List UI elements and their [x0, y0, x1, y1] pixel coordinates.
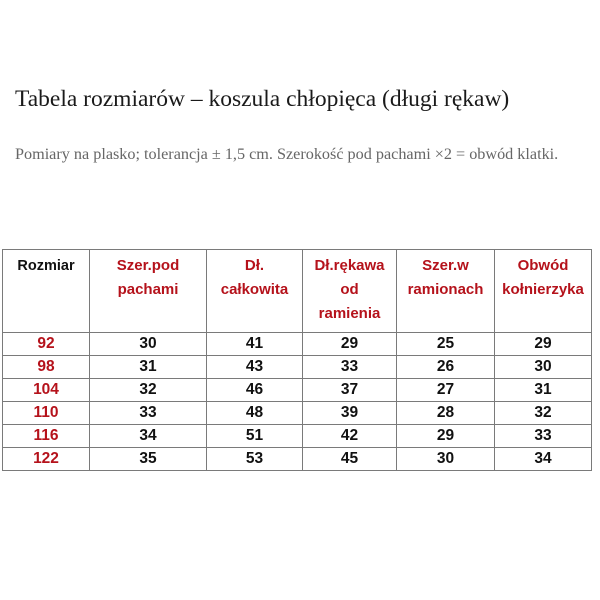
sleeve-length-cell: 42 [303, 425, 397, 448]
header-sleeve-length [303, 250, 397, 333]
total-length-cell: 48 [207, 402, 303, 425]
size-cell: 116 [3, 425, 90, 448]
shoulder-width-cell: 28 [397, 402, 495, 425]
total-length-cell: 51 [207, 425, 303, 448]
table-row [3, 425, 592, 448]
page-title: Tabela rozmiarów – koszula chłopięca (długi rękaw) [15, 86, 510, 112]
header-line: Obwód [517, 257, 569, 274]
header-shoulder-width [397, 250, 495, 333]
header-line: pachami [117, 281, 179, 298]
sleeve-length-cell: 33 [303, 356, 397, 379]
total-length-cell: 41 [207, 333, 303, 356]
header-chest-width [90, 250, 207, 333]
header-line: Szer.pod [116, 257, 180, 274]
header-line: Rozmiar [17, 258, 75, 274]
chest-width-cell: 34 [90, 425, 207, 448]
header-line: Dł. [244, 257, 265, 274]
table-row [3, 448, 592, 471]
total-length-cell: 46 [207, 379, 303, 402]
size-table [2, 249, 592, 471]
page-subtitle: Pomiary na plasko; tolerancja ± 1,5 cm. Szerokość pod pachami ×2 = obwód klatki. [15, 145, 559, 163]
header-line: Szer.w [422, 257, 469, 274]
header-row [3, 250, 592, 333]
total-length-cell: 43 [207, 356, 303, 379]
table-row [3, 402, 592, 425]
collar-cell: 31 [495, 379, 592, 402]
sleeve-length-cell: 45 [303, 448, 397, 471]
table-row [3, 379, 592, 402]
header-line: Dł.rękawa [314, 257, 385, 274]
collar-cell: 32 [495, 402, 592, 425]
header-size [3, 250, 90, 333]
chest-width-cell: 32 [90, 379, 207, 402]
total-length-cell: 53 [207, 448, 303, 471]
table-row [3, 333, 592, 356]
shoulder-width-cell: 26 [397, 356, 495, 379]
collar-cell: 29 [495, 333, 592, 356]
header-line: od [340, 281, 359, 298]
size-cell: 110 [3, 402, 90, 425]
header-collar-circumference [495, 250, 592, 333]
header-total-length [207, 250, 303, 333]
shoulder-width-cell: 29 [397, 425, 495, 448]
chest-width-cell: 35 [90, 448, 207, 471]
collar-cell: 30 [495, 356, 592, 379]
header-line: ramionach [407, 281, 484, 298]
collar-cell: 34 [495, 448, 592, 471]
chest-width-cell: 31 [90, 356, 207, 379]
shoulder-width-cell: 27 [397, 379, 495, 402]
size-cell: 98 [3, 356, 90, 379]
size-cell: 92 [3, 333, 90, 356]
size-cell: 104 [3, 379, 90, 402]
header-line: ramienia [318, 305, 381, 322]
sleeve-length-cell: 39 [303, 402, 397, 425]
table-row [3, 356, 592, 379]
size-cell: 122 [3, 448, 90, 471]
sleeve-length-cell: 29 [303, 333, 397, 356]
sleeve-length-cell: 37 [303, 379, 397, 402]
collar-cell: 33 [495, 425, 592, 448]
header-line: kołnierzyka [502, 281, 584, 298]
shoulder-width-cell: 30 [397, 448, 495, 471]
shoulder-width-cell: 25 [397, 333, 495, 356]
header-line: całkowita [220, 281, 289, 298]
chest-width-cell: 33 [90, 402, 207, 425]
chest-width-cell: 30 [90, 333, 207, 356]
